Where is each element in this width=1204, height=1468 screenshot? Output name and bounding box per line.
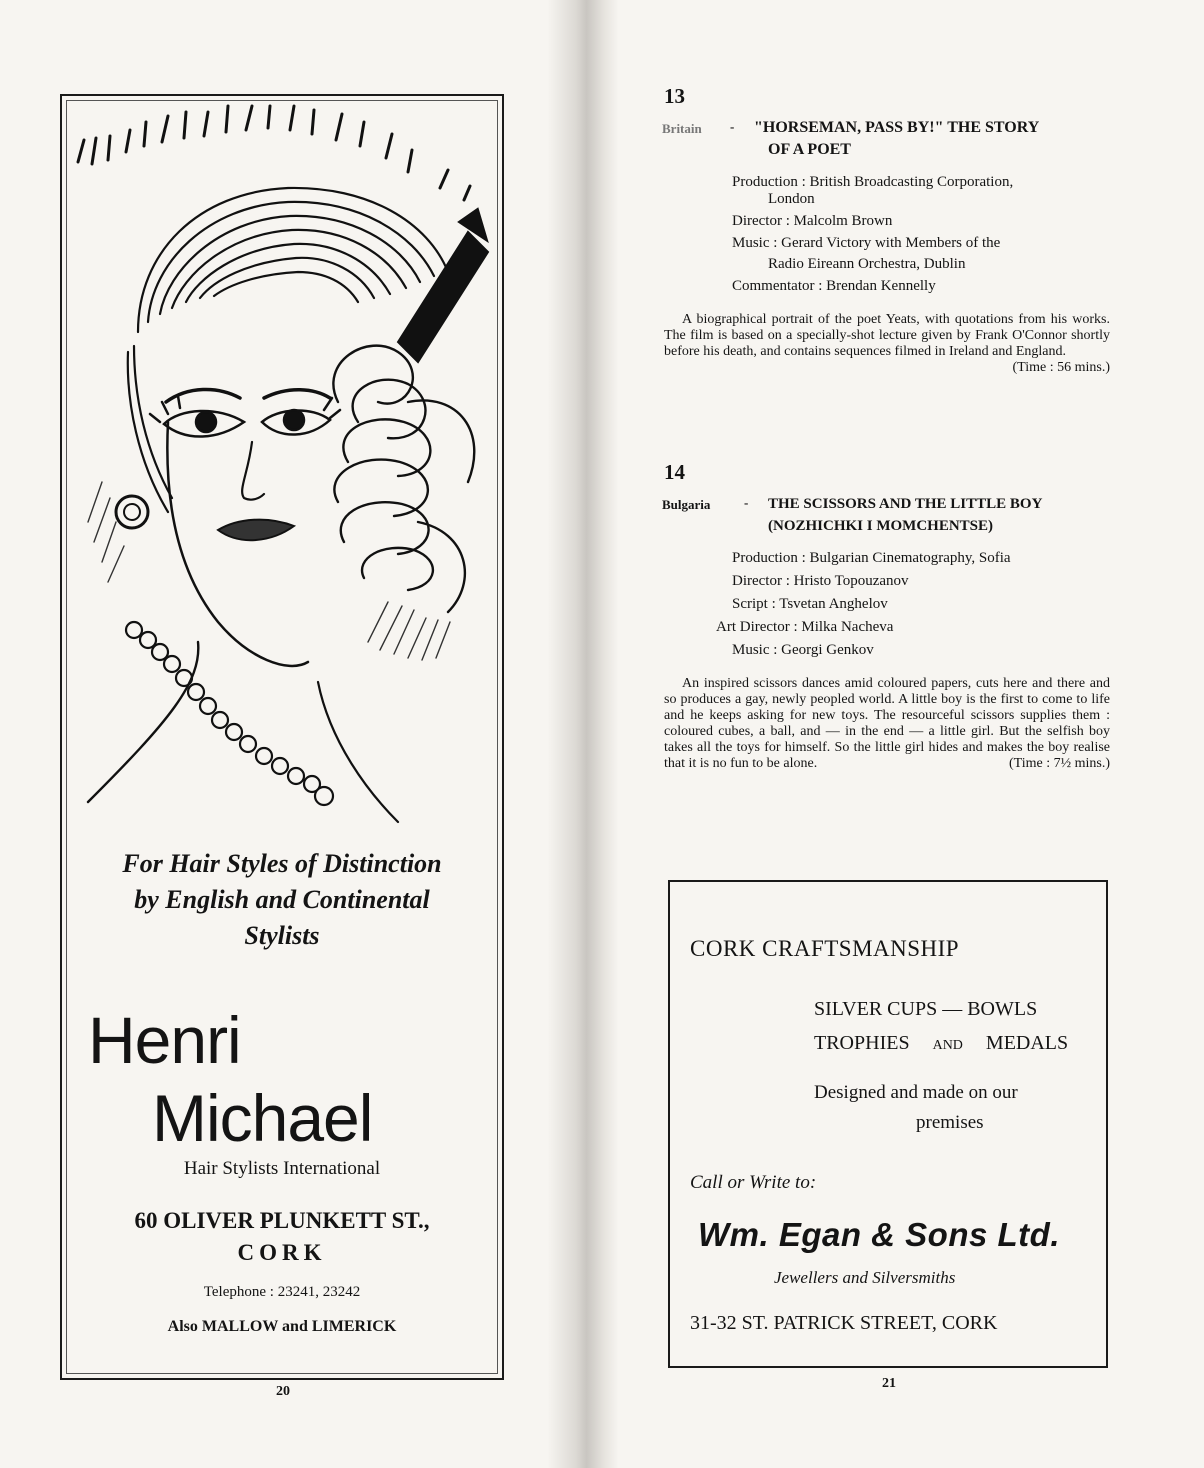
- ad-address: 31-32 ST. PATRICK STREET, CORK: [690, 1312, 998, 1334]
- film-14-script: Script : Tsvetan Anghelov: [732, 596, 888, 612]
- book-gutter: [548, 0, 618, 1468]
- ad-designed-line: Designed and made on our: [814, 1082, 1018, 1103]
- film-14-music: Music : Georgi Genkov: [732, 642, 874, 658]
- film-14-title-line1: THE SCISSORS AND THE LITTLE BOY: [768, 496, 1043, 512]
- film-13-title-line2: OF A POET: [768, 141, 851, 158]
- film-14-production: Production : Bulgarian Cinematography, Sofia: [732, 550, 1011, 566]
- film-13-description-text: A biographical portrait of the poet Yeats, with quotations from his works. The film is based on a specially-shot lecture given by Frank O'Connor shortly before his death, and contains sequences filmed in Ireland and England.: [664, 312, 1110, 359]
- film-14-description-text: An inspired scissors dances amid coloured papers, cuts here and there and so produces a gay, newly peopled world. A little boy is the first to come to life and he keeps asking for new toys. The resourceful scissors supplies them : coloured cubes, a ball, and — in the end — a little girl. But the selfish boy takes all the toys for himself. So the little girl hides and makes the boy realise that it is no fun to be alone.: [664, 676, 1110, 771]
- ad-tagline-line3: Stylists: [244, 921, 320, 950]
- film-13-commentator: Commentator : Brendan Kennelly: [732, 278, 936, 294]
- ad-products-and: AND: [932, 1038, 963, 1053]
- brand-name-line2: Michael: [152, 1081, 373, 1155]
- ad-products-line2: [814, 1032, 1090, 1055]
- ad-company-name: Wm. Egan & Sons Ltd.: [698, 1216, 1060, 1253]
- address-line2: CORK: [237, 1240, 327, 1265]
- ad-products-medals: MEDALS: [985, 1032, 1069, 1054]
- film-13-dash: -: [730, 119, 735, 134]
- film-13-time: (Time : 56 mins.): [1012, 360, 1110, 375]
- film-13-title-line1: "HORSEMAN, PASS BY!" THE STORY: [754, 119, 1040, 136]
- ad-heading: CORK CRAFTSMANSHIP: [690, 936, 960, 961]
- address-line1: 60 OLIVER PLUNKETT ST.,: [134, 1208, 430, 1233]
- film-14-art-director: Art Director : Milka Nacheva: [716, 619, 894, 635]
- film-13-country: Britain: [662, 121, 702, 136]
- film-13-director: Director : Malcolm Brown: [732, 213, 893, 229]
- film-14-number: 14: [664, 460, 685, 484]
- film-14-title-line2: (NOZHICHKI I MOMCHENTSE): [768, 518, 994, 534]
- ad-products-trophies: TROPHIES: [814, 1032, 910, 1054]
- film-13-music: Music : Gerard Victory with Members of the: [732, 235, 1001, 251]
- film-14-director: Director : Hristo Topouzanov: [732, 573, 909, 589]
- film-14-time: (Time : 7½ mins.): [1009, 756, 1110, 771]
- film-14-description: [664, 676, 1110, 772]
- ad-company-subtitle: Jewellers and Silversmiths: [774, 1268, 956, 1287]
- page-number-right: 21: [882, 1376, 896, 1391]
- brand-subtitle: Hair Stylists International: [183, 1158, 381, 1179]
- telephone-line: Telephone : 23241, 23242: [203, 1284, 361, 1300]
- film-13-production: Production : British Broadcasting Corporation,: [732, 174, 1014, 190]
- film-14-dash: -: [744, 495, 749, 510]
- film-13-production-city: London: [768, 191, 815, 207]
- ad-call-line: Call or Write to:: [690, 1172, 817, 1193]
- film-13-number: 13: [664, 84, 685, 108]
- film-13-description: [664, 312, 1110, 376]
- film-14-country: Bulgaria: [662, 497, 711, 512]
- woman-portrait-illustration: [68, 102, 500, 862]
- also-branches: Also MALLOW and LIMERICK: [167, 1318, 397, 1335]
- brand-name-line1: Henri: [88, 1003, 241, 1077]
- film-13-music-cont: Radio Eireann Orchestra, Dublin: [768, 256, 966, 272]
- ad-tagline-line1: For Hair Styles of Distinction: [122, 849, 442, 878]
- ad-premises-line: premises: [916, 1112, 984, 1133]
- jeweller-advertisement: [668, 880, 1108, 1368]
- ad-tagline-line2: by English and Continental: [134, 885, 430, 914]
- hair-salon-advertisement: [60, 94, 504, 1380]
- page-number-left: 20: [276, 1384, 290, 1399]
- ad-products-line1: SILVER CUPS — BOWLS: [814, 998, 1038, 1020]
